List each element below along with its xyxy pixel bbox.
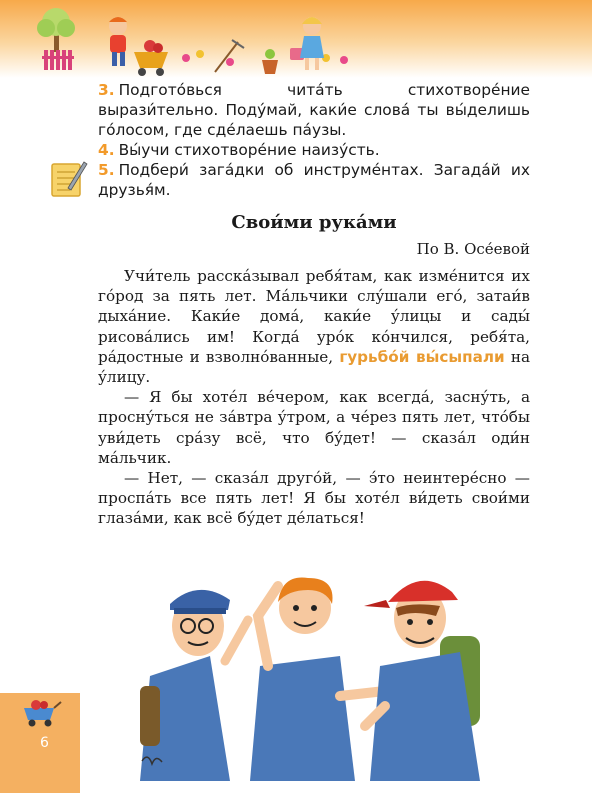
task-item [98, 140, 530, 160]
boy-with-glasses-figure [140, 590, 248, 781]
boy-with-red-cap-figure [364, 581, 480, 781]
task-text: Вы́учи стихотворе́ние наизу́сть. [118, 141, 380, 159]
story-text [98, 266, 530, 529]
story-paragraph [98, 266, 530, 387]
task-list [98, 80, 530, 200]
girl-icon [300, 17, 324, 70]
task-number: 3. [98, 81, 115, 99]
tree-icon [37, 8, 75, 52]
task-number: 4. [98, 141, 115, 159]
header-illustration [0, 0, 592, 80]
boy-with-cart-icon [109, 17, 168, 76]
task-item [98, 160, 530, 200]
task-item [98, 80, 530, 140]
notebook-pen-icon [50, 158, 88, 200]
story-text-run: Учи́тель расска́зывал ребя́там, как изме́нится их го́род за пять лет. Ма́льчики слу́шали его́, затаи́в дыха́ние. Каки́е дома́, каки́е у́лицы и сады́ рисова́лись им! Когда́ уро́к ко́нчился, ребя́та, ра́достные и взволно́ванные, [98, 267, 530, 366]
rake-icon [215, 40, 244, 72]
flower-pot-icon [262, 49, 278, 74]
story-paragraph: — Нет, — сказа́л друго́й, — э́то неинтере́сно — проспа́ть все пять лет! Я бы хоте́л ви́деть свои́ми глаза́ми, как всё бу́дет де́латься! [98, 469, 530, 528]
story-author: По В. Осе́евой [416, 240, 530, 258]
three-boys-illustration [140, 556, 490, 781]
fence-icon [42, 50, 74, 70]
story-text-run: на у́лицу. [98, 347, 530, 387]
story-title: Свои́ми рука́ми [231, 212, 397, 233]
highlighted-phrase: гурьбо́й вы́сыпали [339, 347, 505, 366]
curly-haired-boy-figure [250, 578, 385, 782]
task-number: 5. [98, 161, 115, 179]
garden-cart-icon [20, 698, 62, 728]
task-text: Подгото́вься чита́ть стихотворе́ние вырази́тельно. Поду́май, каки́е слова́ ты вы́делишь го́лосом, где сде́лаешь па́узы. [98, 81, 530, 139]
task-text: Подбери́ зага́дки об инструме́нтах. Загада́й их друзья́м. [98, 161, 530, 199]
story-paragraph: — Я бы хоте́л ве́чером, как всегда́, засну́ть, а просну́ться не за́втра у́тром, а че́рез пять лет, что́бы уви́деть сра́зу всё, что бу́дет! — сказа́л оди́н ма́льчик. [98, 388, 530, 467]
page-number: 6 [40, 735, 49, 751]
